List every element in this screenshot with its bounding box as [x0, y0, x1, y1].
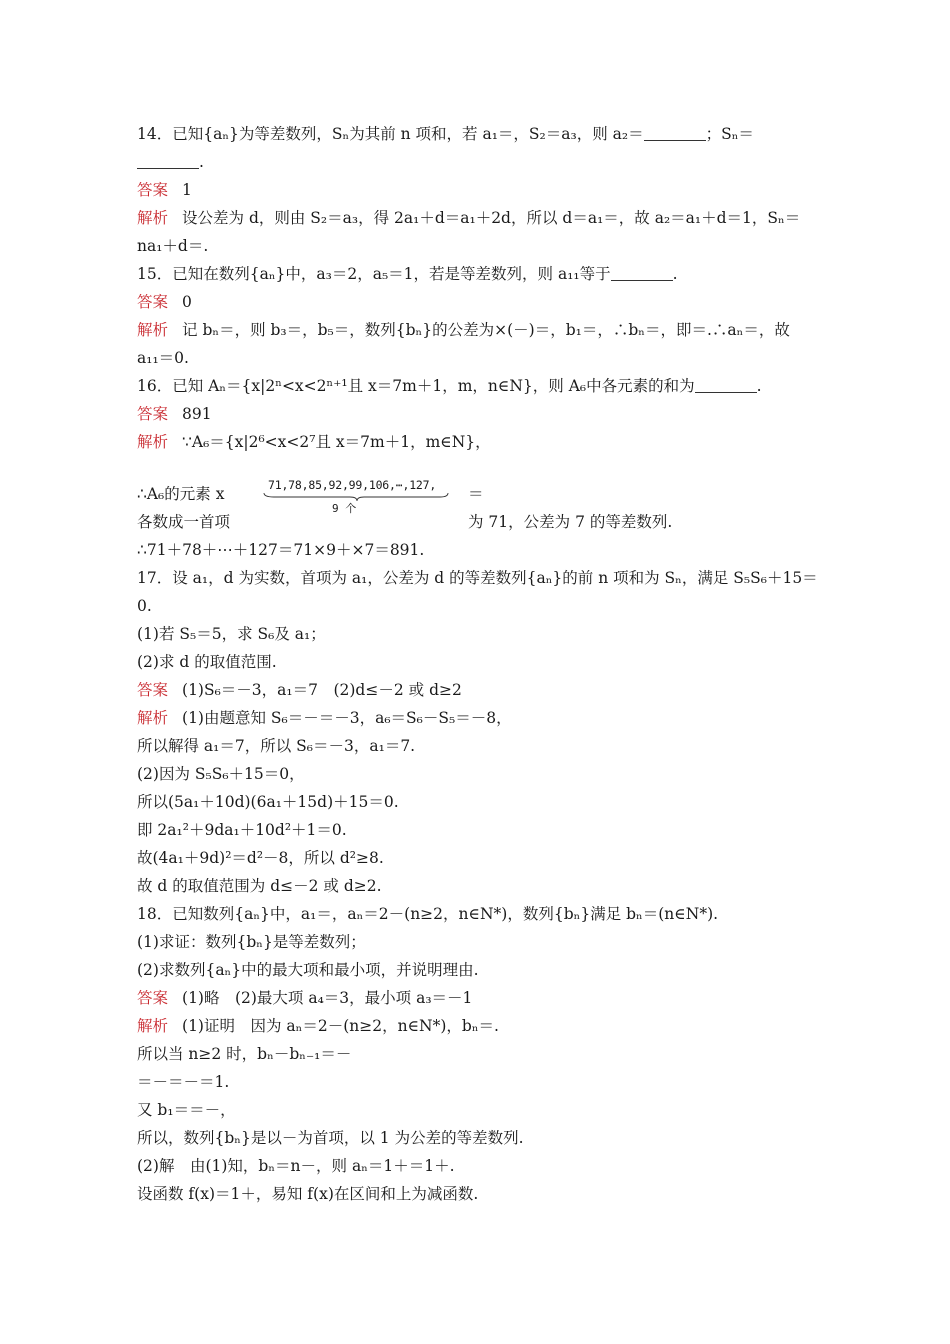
element-count: 9 个: [332, 502, 357, 515]
q14-analysis-line2: [137, 235, 817, 257]
answer-value: 1: [182, 181, 192, 199]
analysis-text: 各数成一首项: [137, 513, 231, 531]
analysis-text: 为 71，公差为 7 的等差数列.: [468, 513, 673, 531]
answer-blank: [611, 266, 673, 281]
answer-blank: [695, 378, 757, 393]
q16-stem: [137, 375, 817, 397]
analysis-text: 故(4a₁＋9d)²＝d²－8，所以 d²≥8.: [137, 849, 384, 867]
q14-analysis-line1: [137, 207, 817, 229]
q16-answer: [137, 403, 817, 425]
q15-answer: [137, 291, 817, 313]
underbrace-icon: [262, 492, 452, 502]
analysis-text: ∴A₆的元素 x: [137, 485, 225, 503]
q18-analysis-line5: [137, 1127, 817, 1149]
analysis-label: 解析: [137, 321, 169, 339]
q15-analysis-line2: [137, 347, 817, 369]
analysis-text: ＝－＝－＝1.: [137, 1073, 230, 1091]
q16-elements-right: [468, 511, 808, 533]
analysis-text: 设公差为 d，则由 S₂＝a₃，得 2a₁＋d＝a₁＋2d，所以 d＝a₁＝，故 a₂＝a₁＋d＝1，Sₙ＝: [182, 209, 801, 227]
q17-analysis-line1: [137, 707, 817, 729]
q18-analysis-line1: [137, 1015, 817, 1037]
q18-part1: [137, 931, 817, 953]
answer-value: 0: [182, 293, 192, 311]
q16-elements-eq: [468, 483, 508, 505]
q17-part1: [137, 623, 817, 645]
answer-label: 答案: [137, 989, 169, 1007]
analysis-text: 设函数 f(x)＝1＋，易知 f(x)在区间和上为减函数.: [137, 1185, 479, 1203]
q17-analysis-line2: [137, 735, 817, 757]
element-list: 71,78,85,92,99,106,⋯,127,: [268, 478, 437, 492]
q16-elements-left1: [137, 483, 257, 505]
q17-stem-line1: [137, 567, 817, 589]
q17-answer: [137, 679, 817, 701]
analysis-text: ∴71＋78＋⋯＋127＝71×9＋×7＝891.: [137, 541, 425, 559]
q18-stem-text: 18．已知数列{aₙ}中，a₁＝，aₙ＝2－(n≥2，n∈N*)，数列{bₙ}满足 bₙ＝(n∈N*).: [137, 905, 719, 923]
q16-analysis-line1: [137, 431, 817, 453]
answer-value: (1)略 (2)最大项 a₄＝3，最小项 a₃＝－1: [182, 989, 473, 1007]
q17-analysis-line3: [137, 763, 817, 785]
analysis-label: 解析: [137, 709, 169, 727]
q14-answer: [137, 179, 817, 201]
q17-analysis-line7: [137, 875, 817, 897]
q17-stem-text: 17．设 a₁，d 为实数，首项为 a₁，公差为 d 的等差数列{aₙ}的前 n 项和为 Sₙ，满足 S₅S₆＋15＝: [137, 569, 818, 587]
question-part: (1)若 S₅＝5，求 S₆及 a₁；: [137, 625, 326, 643]
q17-stem-text: 0.: [137, 597, 152, 615]
question-part: (2)求数列{aₙ}中的最大项和最小项，并说明理由.: [137, 961, 479, 979]
question-part: (1)求证：数列{bₙ}是等差数列；: [137, 933, 366, 951]
q17-analysis-line6: [137, 847, 817, 869]
q14-stem-mid: ；Sₙ＝: [705, 125, 754, 143]
q18-analysis-line7: [137, 1183, 817, 1205]
answer-blank: [137, 154, 199, 169]
answer-label: 答案: [137, 405, 169, 423]
q17-part2: [137, 651, 817, 673]
answer-value: 891: [182, 405, 212, 423]
analysis-label: 解析: [137, 433, 169, 451]
analysis-text: 所以当 n≥2 时，bₙ－bₙ₋₁＝－: [137, 1045, 352, 1063]
analysis-text: (1)证明 因为 aₙ＝2－(n≥2，n∈N*)，bₙ＝.: [182, 1017, 499, 1035]
analysis-text: 又 b₁＝＝－，: [137, 1101, 236, 1119]
q15-analysis-line1: [137, 319, 817, 341]
q15-stem-text: 15．已知在数列{aₙ}中，a₃＝2，a₅＝1，若是等差数列，则 a₁₁等于: [137, 265, 611, 283]
analysis-text: na₁＋d＝.: [137, 237, 209, 255]
q16-stem-end: .: [756, 377, 762, 395]
answer-label: 答案: [137, 181, 169, 199]
q16-sum: [137, 539, 817, 561]
analysis-text: ＝: [468, 485, 484, 503]
analysis-text: (1)由题意知 S₆＝－＝－3，a₆＝S₆－S₅＝－8，: [182, 709, 512, 727]
q18-analysis-line2: [137, 1043, 817, 1065]
q17-analysis-line5: [137, 819, 817, 841]
q14-stem-line1: [137, 123, 817, 145]
answer-label: 答案: [137, 681, 169, 699]
analysis-text: ∵A₆＝{x|2⁶<x<2⁷且 x＝7m＋1，m∈N}，: [182, 433, 491, 451]
answer-label: 答案: [137, 293, 169, 311]
analysis-label: 解析: [137, 1017, 169, 1035]
analysis-text: 记 bₙ＝，则 b₃＝，b₅＝，数列{bₙ}的公差为×(－)＝，b₁＝，∴bₙ＝，即＝.∴aₙ＝，故: [182, 321, 790, 339]
q16-stem-text: 16．已知 Aₙ＝{x|2ⁿ<x<2ⁿ⁺¹且 x＝7m＋1，m，n∈N}，则 A₆中各元素的和为: [137, 377, 695, 395]
q15-stem-end: .: [672, 265, 678, 283]
analysis-text: 即 2a₁²＋9da₁＋10d²＋1＝0.: [137, 821, 347, 839]
q15-stem: [137, 263, 817, 285]
analysis-text: (2)因为 S₅S₆＋15＝0，: [137, 765, 305, 783]
analysis-label: 解析: [137, 209, 169, 227]
analysis-text: 所以，数列{bₙ}是以－为首项，以 1 为公差的等差数列.: [137, 1129, 524, 1147]
answer-blank: [644, 126, 706, 141]
answer-value: (1)S₆＝－3，a₁＝7 (2)d≤－2 或 d≥2: [182, 681, 462, 699]
analysis-text: (2)解 由(1)知，bₙ＝n－，则 aₙ＝1＋＝1＋.: [137, 1157, 455, 1175]
q16-element-brace: [262, 478, 452, 518]
q18-stem: [137, 903, 817, 925]
q18-analysis-line3: [137, 1071, 817, 1093]
q14-stem-text: 14．已知{aₙ}为等差数列，Sₙ为其前 n 项和，若 a₁＝，S₂＝a₃，则 a₂＝: [137, 125, 644, 143]
question-part: (2)求 d 的取值范围.: [137, 653, 277, 671]
q14-stem-line2: [137, 151, 817, 173]
q16-elements-left2: [137, 511, 257, 533]
q18-answer: [137, 987, 817, 1009]
q17-stem-line2: [137, 595, 817, 617]
q14-stem-end: .: [199, 153, 204, 171]
q18-part2: [137, 959, 817, 981]
analysis-text: a₁₁＝0.: [137, 349, 189, 367]
q18-analysis-line6: [137, 1155, 817, 1177]
q18-analysis-line4: [137, 1099, 817, 1121]
q17-analysis-line4: [137, 791, 817, 813]
analysis-text: 所以(5a₁＋10d)(6a₁＋15d)＋15＝0.: [137, 793, 399, 811]
analysis-text: 所以解得 a₁＝7，所以 S₆＝－3，a₁＝7.: [137, 737, 416, 755]
analysis-text: 故 d 的取值范围为 d≤－2 或 d≥2.: [137, 877, 382, 895]
